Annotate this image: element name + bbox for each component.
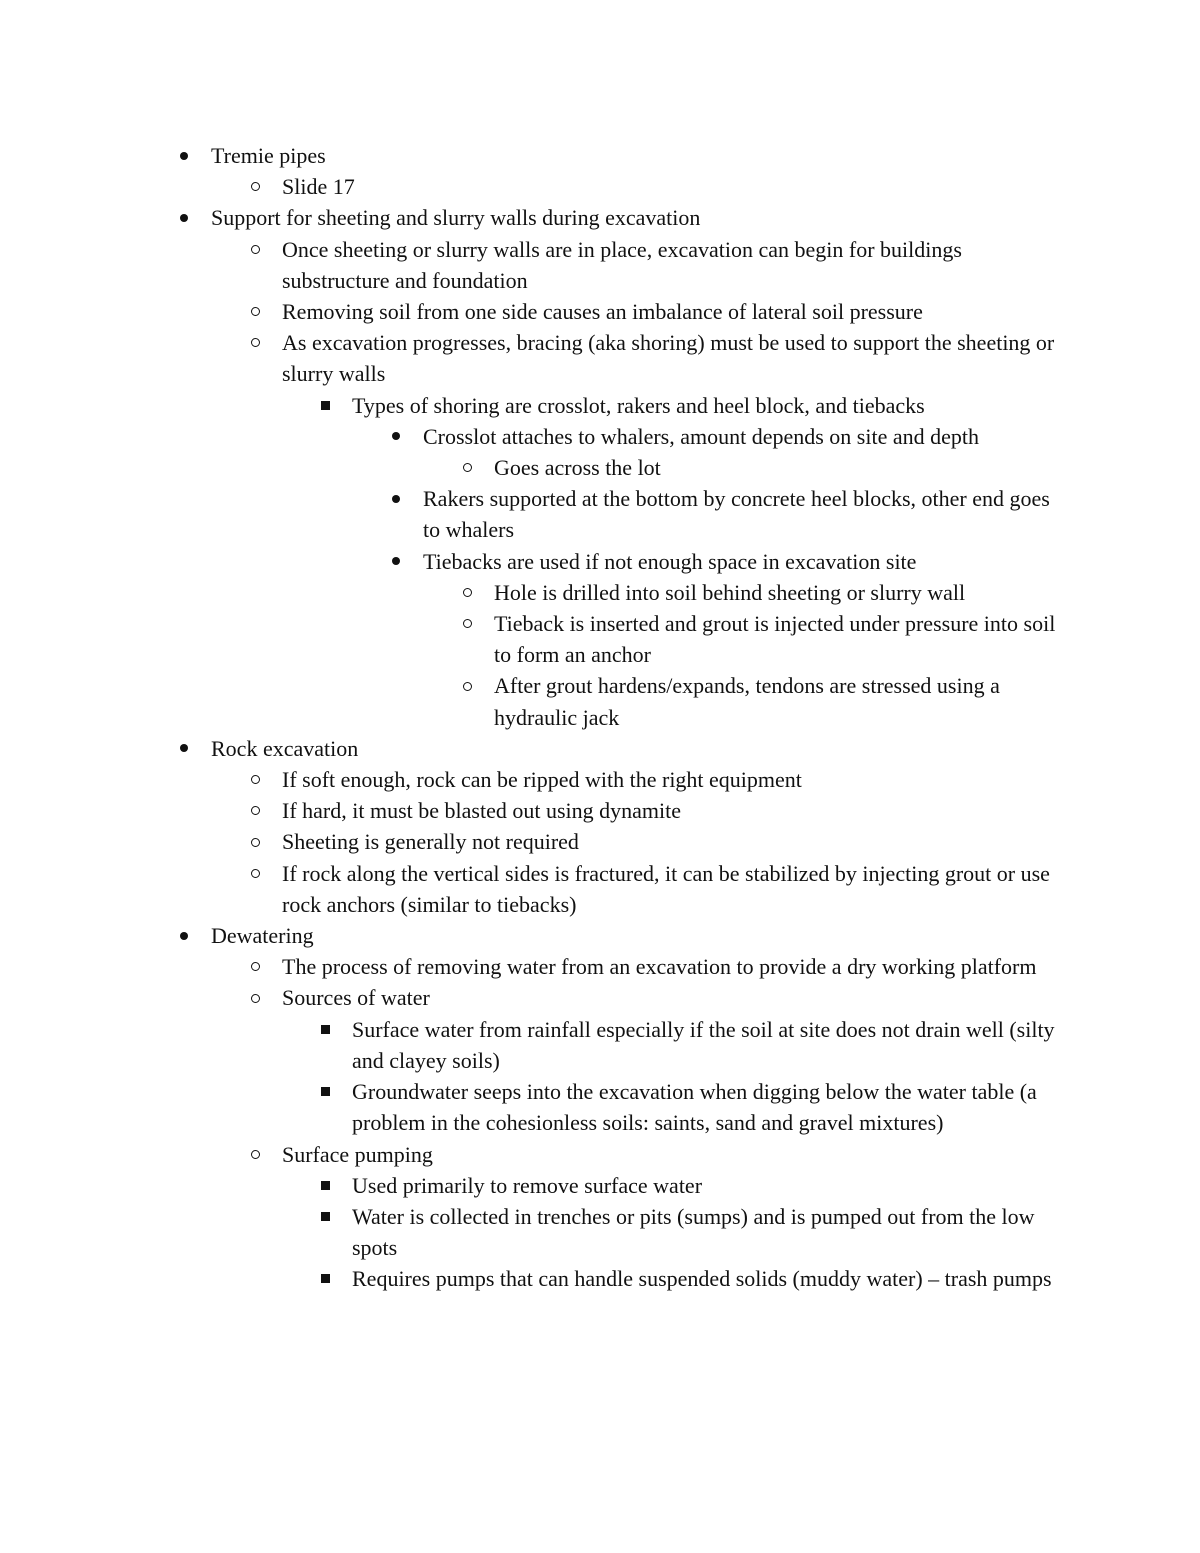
list-item	[0, 1201, 1062, 1263]
list-item	[0, 920, 1061, 951]
list-item	[0, 202, 1061, 233]
bullet-disc-icon	[174, 140, 194, 171]
bullet-square-icon	[315, 1201, 335, 1232]
list-item	[0, 483, 1063, 545]
bullet-square-icon	[315, 1170, 335, 1201]
bullet-circle-icon	[245, 826, 265, 857]
list-item-text: Dewatering	[211, 923, 314, 949]
list-item	[0, 733, 1061, 764]
bullet-disc-icon	[174, 202, 194, 233]
list-item	[0, 1014, 1062, 1076]
list-item-text: Rakers supported at the bottom by concrete heel blocks, other end goes to whalers	[423, 486, 1050, 543]
bullet-circle-icon	[457, 670, 477, 701]
list-item-text: Types of shoring are crosslot, rakers and heel block, and tiebacks	[352, 392, 925, 418]
list-item	[0, 234, 1062, 296]
list-item-text: Support for sheeting and slurry walls during excavation	[211, 205, 701, 231]
list-item-text: Surface water from rainfall especially if the soil at site does not drain well (silty and clayey soils)	[352, 1016, 1055, 1073]
list-item-text: If hard, it must be blasted out using dynamite	[282, 798, 681, 824]
list-item-text: Sheeting is generally not required	[282, 829, 579, 855]
list-item	[0, 1076, 1062, 1138]
list-item-text: Goes across the lot	[494, 455, 661, 481]
bullet-circle-icon	[245, 327, 265, 358]
bullet-circle-icon	[245, 982, 265, 1013]
list-item	[0, 608, 1064, 670]
list-item-text: Crosslot attaches to whalers, amount depends on site and depth	[423, 423, 979, 449]
list-item-text: If rock along the vertical sides is fractured, it can be stabilized by injecting grout or use rock anchors (similar to tiebacks)	[282, 860, 1050, 917]
list-item	[0, 1139, 1062, 1170]
bullet-disc-icon	[386, 546, 406, 577]
list-item-text: If soft enough, rock can be ripped with the right equipment	[282, 767, 802, 793]
bullet-square-icon	[315, 1263, 335, 1294]
bullet-circle-icon	[245, 764, 265, 795]
bullet-square-icon	[315, 1076, 335, 1107]
bullet-circle-icon	[245, 234, 265, 265]
list-item-text: Groundwater seeps into the excavation when digging below the water table (a problem in the cohesionless soils: saints, sand and gravel mixtures)	[352, 1079, 1037, 1136]
list-item	[0, 826, 1062, 857]
bullet-circle-icon	[245, 795, 265, 826]
list-item-text: Water is collected in trenches or pits (sumps) and is pumped out from the low spots	[352, 1203, 1035, 1261]
list-item-text: Slide 17	[282, 174, 355, 200]
list-item	[0, 171, 1062, 202]
list-item-text: Surface pumping	[282, 1141, 433, 1167]
list-item	[0, 452, 1064, 483]
bullet-circle-icon	[457, 452, 477, 483]
list-item-text: Removing soil from one side causes an imbalance of lateral soil pressure	[282, 299, 923, 325]
list-item-text: The process of removing water from an excavation to provide a dry working platform	[282, 954, 1037, 980]
list-item	[0, 421, 1063, 452]
list-item-text: Used primarily to remove surface water	[352, 1172, 703, 1198]
list-item-text: Once sheeting or slurry walls are in place, excavation can begin for buildings substructure and foundation	[282, 236, 962, 293]
bullet-circle-icon	[245, 296, 265, 327]
list-item-text: Hole is drilled into soil behind sheeting or slurry wall	[494, 579, 966, 605]
list-item-text: As excavation progresses, bracing (aka shoring) must be used to support the sheeting or slurry walls	[282, 330, 1055, 387]
bullet-outline	[0, 140, 1200, 1295]
list-item	[0, 951, 1062, 982]
bullet-square-icon	[315, 390, 335, 421]
bullet-disc-icon	[174, 920, 194, 951]
bullet-disc-icon	[174, 733, 194, 764]
list-item	[0, 982, 1062, 1013]
list-item	[0, 670, 1064, 732]
list-item-text: Tremie pipes	[211, 143, 326, 168]
list-item	[0, 858, 1062, 920]
list-item	[0, 546, 1063, 577]
bullet-disc-icon	[386, 483, 406, 514]
list-item	[0, 795, 1062, 826]
list-item	[0, 1263, 1062, 1294]
bullet-circle-icon	[457, 577, 477, 608]
list-item	[0, 1170, 1062, 1201]
list-item	[0, 140, 1061, 171]
bullet-circle-icon	[245, 171, 265, 202]
bullet-disc-icon	[386, 421, 406, 452]
bullet-circle-icon	[245, 951, 265, 982]
list-item-text: Sources of water	[282, 985, 430, 1011]
list-item-text: Rock excavation	[211, 735, 359, 761]
list-item	[0, 327, 1062, 389]
bullet-square-icon	[315, 1014, 335, 1045]
list-item	[0, 764, 1062, 795]
bullet-circle-icon	[457, 608, 477, 639]
bullet-circle-icon	[245, 1139, 265, 1170]
list-item-text: Tieback is inserted and grout is injected under pressure into soil to form an anchor	[494, 611, 1056, 668]
list-item-text: Requires pumps that can handle suspended solids (muddy water) – trash pumps	[352, 1266, 1052, 1292]
list-item-text: Tiebacks are used if not enough space in excavation site	[423, 548, 917, 574]
bullet-circle-icon	[245, 858, 265, 889]
list-item	[0, 390, 1062, 421]
list-item	[0, 296, 1062, 327]
list-item-text: After grout hardens/expands, tendons are stressed using a hydraulic jack	[494, 673, 1000, 730]
list-item	[0, 577, 1064, 608]
